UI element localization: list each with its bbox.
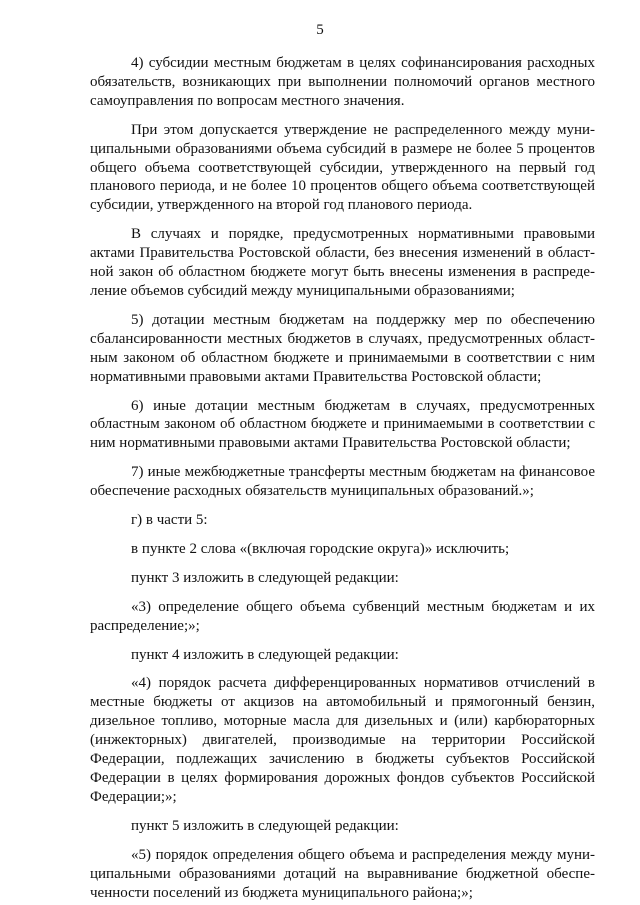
document-body (90, 54, 595, 902)
paragraph-balance-grants: 5) дотации местным бюджетам на поддержку мер по обеспечению сбалансированности местных бюджетов в случаях, предусмотренных областным законом об областном бюджете и принимаемыми в соответствии с ним нормативными правовыми актами Правительства Ростовской области; (90, 311, 595, 385)
paragraph-other-transfers: 7) иные межбюджетные трансферты местным бюджетам на финансовое обеспечение расходных обязательств муниципальных образований.»; (90, 464, 595, 500)
paragraph-subsidies-cofinancing: 4) субсидии местным бюджетам в целях софинансирования расходных обязательств, возникающих при выполнении полномочий органов местного самоуправления по вопросам местного значения. (90, 55, 595, 109)
paragraph-item-4-intro: пункт 4 изложить в следующей редакции: (131, 646, 399, 663)
paragraph-item-4-text: «4) порядок расчета дифференцированных нормативов отчислений в местные бюджеты от акцизов на автомобильный и прямогонный бензин, дизельное топливо, моторные масла для дизельных и (или) карбюраторных (инжекторных) двигателей, производимые на территории Российской Федерации, подлежащих зачислению в бюджеты субъектов Российской Федерации в целях формирования дорожных фондов субъектов Российской Федерации;»; (90, 675, 595, 805)
paragraph-item-5-text: «5) порядок определения общего объема и распределения между муниципальными образованиями дотаций на выравнивание бюджетной обеспеченности поселений из бюджета муниципального района;»; (90, 846, 595, 901)
paragraph-item-3-intro: пункт 3 изложить в следующей редакции: (131, 569, 399, 586)
paragraph-undistributed-subsidies: При этом допускается утверждение не распределенного между муниципальными образованиями объема субсидий в размере не более 5 процентов общего объема соответствующей субсидии, утвержденного на первый год планового периода, и не более 10 процентов общего объема соответствующей субсидии, утвержденного на второй год планового периода. (90, 121, 595, 214)
paragraph-item-3-text: «3) определение общего объема субвенций местным бюджетам и их распределение;»; (90, 598, 595, 634)
page-number: 5 (316, 22, 324, 38)
paragraph-item-5-intro: пункт 5 изложить в следующей редакции: (131, 817, 399, 834)
paragraph-other-grants: 6) иные дотации местным бюджетам в случаях, предусмотренных областным законом об областном бюджете и принимаемыми в соответствии с ним нормативными правовыми актами Правительства Ростовской области; (90, 397, 595, 452)
paragraph-item-2-change: в пункте 2 слова «(включая городские округа)» исключить; (131, 540, 510, 557)
paragraph-part-5: г) в части 5: (131, 512, 208, 529)
paragraph-subsidy-changes: В случаях и порядке, предусмотренных нормативными правовыми актами Правительства Ростовской области, без внесения изменений в областной закон об областном бюджете могут быть внесены изменения в распределение объемов субсидий между муниципальными образованиями; (90, 226, 595, 299)
